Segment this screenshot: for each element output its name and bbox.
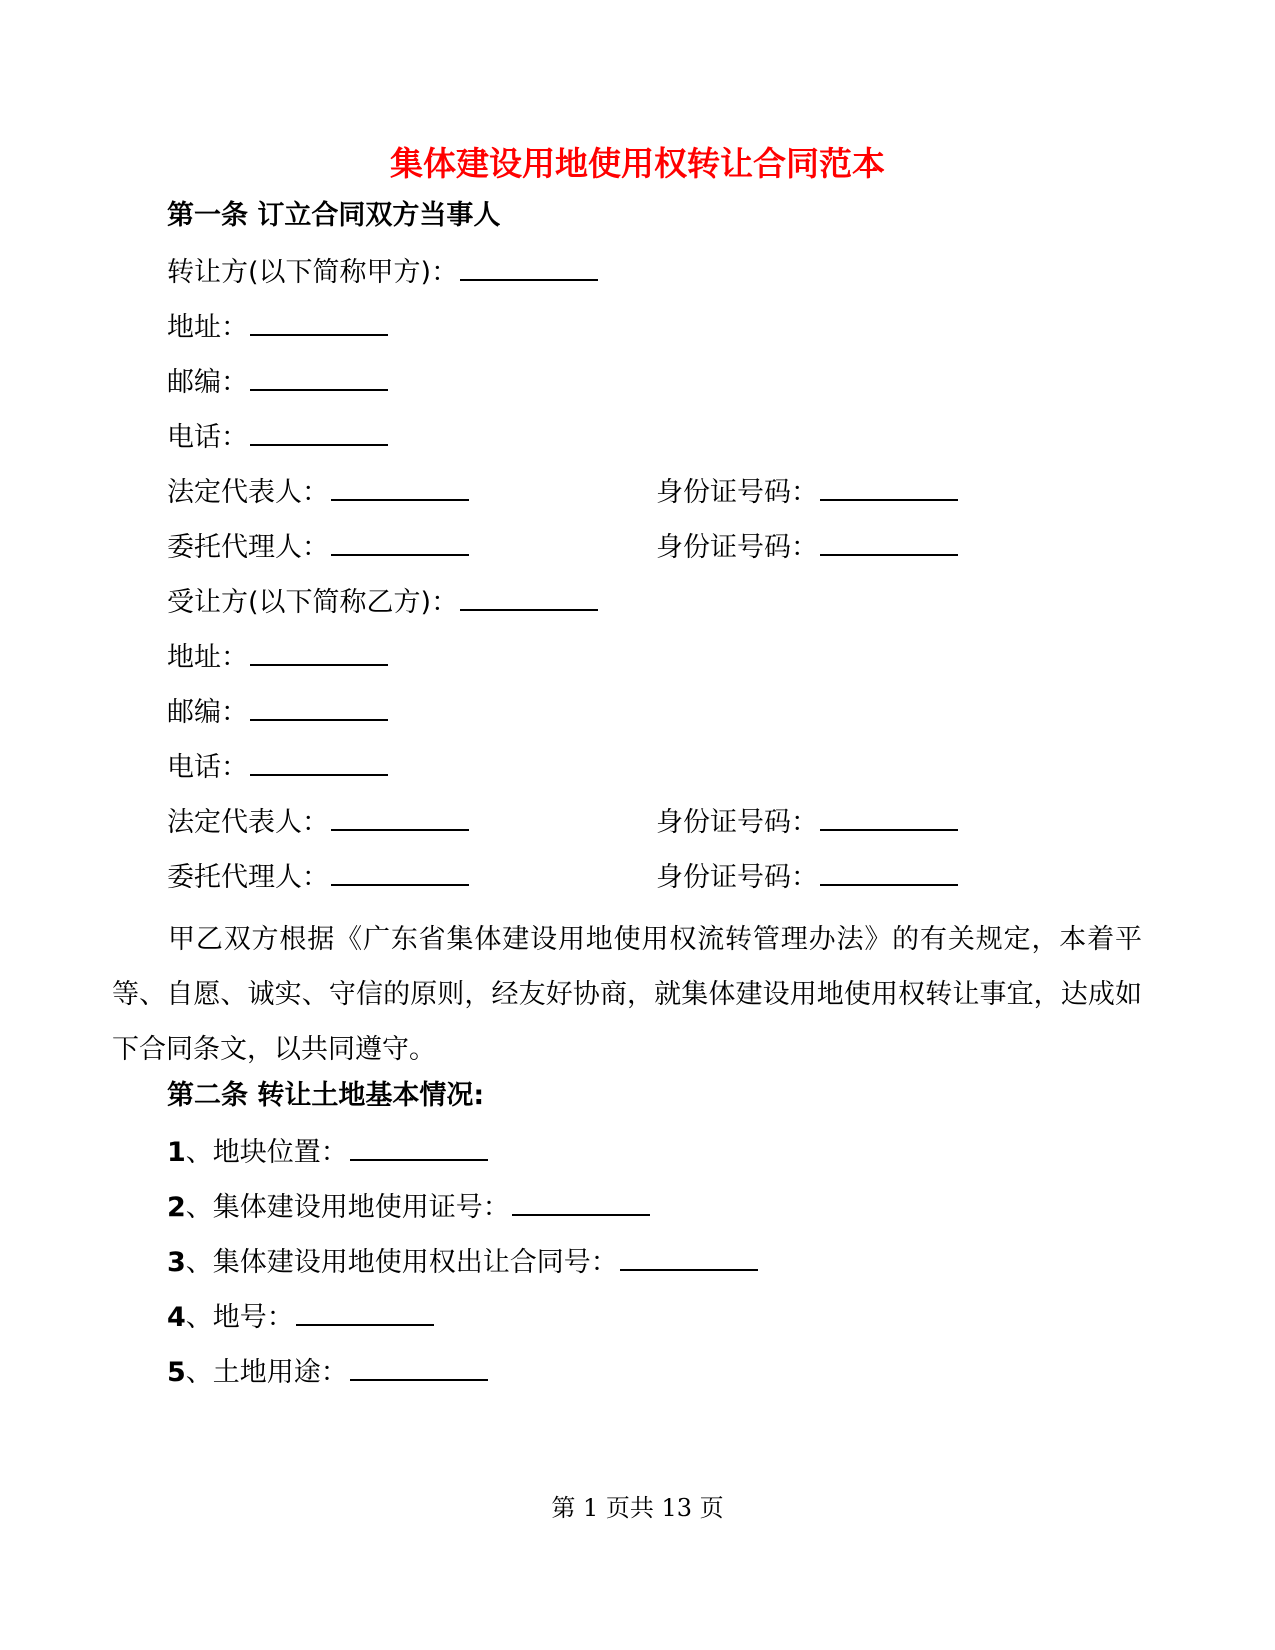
party-a-phone-blank[interactable] [250, 418, 388, 446]
party-a-postcode-label: 邮编： [167, 367, 248, 398]
party-a-legal-rep-id-label: 身份证号码： [656, 477, 818, 508]
party-a-legal-rep-row [167, 473, 469, 511]
article1-heading: 第一条 订立合同双方当事人 [167, 200, 501, 231]
party-a-agent-id-blank[interactable] [820, 528, 958, 556]
party-a-agent-id-label: 身份证号码： [656, 532, 818, 563]
party-a-agent-id-row [656, 528, 958, 566]
item-3-blank[interactable] [620, 1243, 758, 1271]
party-b-agent-blank[interactable] [331, 858, 469, 886]
item-2-blank[interactable] [512, 1188, 650, 1216]
party-a-postcode-blank[interactable] [250, 363, 388, 391]
party-a-agent-row [167, 528, 469, 566]
party-b-postcode-blank[interactable] [250, 693, 388, 721]
party-a-name-label: 转让方(以下简称甲方)： [167, 257, 459, 288]
item-label: 、地块位置： [185, 1137, 348, 1168]
party-b-address-blank[interactable] [250, 638, 388, 666]
item-label: 、地号： [185, 1302, 294, 1333]
party-b-postcode-label: 邮编： [167, 697, 248, 728]
party-a-address-label: 地址： [167, 312, 248, 343]
article2-item-5 [167, 1353, 488, 1391]
item-4-blank[interactable] [296, 1298, 434, 1326]
item-number: 2 [167, 1192, 186, 1223]
party-b-phone-blank[interactable] [250, 748, 388, 776]
article2-heading: 第二条 转让土地基本情况: [167, 1080, 485, 1111]
article2-item-2 [167, 1188, 650, 1226]
party-b-phone-label: 电话： [167, 752, 248, 783]
party-b-phone-row [167, 748, 388, 786]
item-5-blank[interactable] [350, 1353, 488, 1381]
party-a-phone-label: 电话： [167, 422, 248, 453]
party-a-phone-row [167, 418, 388, 456]
item-label: 、集体建设用地使用证号： [185, 1192, 510, 1223]
party-a-agent-blank[interactable] [331, 528, 469, 556]
party-a-legal-rep-id-blank[interactable] [820, 473, 958, 501]
party-b-legal-rep-id-row [656, 803, 958, 841]
item-label: 、土地用途： [185, 1357, 348, 1388]
party-b-agent-id-row [656, 858, 958, 896]
party-a-name-row [167, 253, 598, 291]
party-b-name-blank[interactable] [460, 583, 598, 611]
item-number: 1 [167, 1137, 186, 1168]
party-b-legal-rep-id-label: 身份证号码： [656, 807, 818, 838]
party-b-legal-rep-id-blank[interactable] [820, 803, 958, 831]
article2-item-3 [167, 1243, 758, 1281]
party-b-name-label: 受让方(以下简称乙方)： [167, 587, 459, 618]
article2-item-1 [167, 1133, 488, 1171]
item-number: 3 [167, 1247, 186, 1278]
party-b-agent-row [167, 858, 469, 896]
party-a-name-blank[interactable] [460, 253, 598, 281]
party-b-name-row [167, 583, 598, 621]
item-label: 、集体建设用地使用权出让合同号： [185, 1247, 618, 1278]
party-b-legal-rep-blank[interactable] [331, 803, 469, 831]
agreement-paragraph: 甲乙双方根据《广东省集体建设用地使用权流转管理办法》的有关规定，本着平等、自愿、诚实、守信的原则，经友好协商，就集体建设用地使用权转让事宜，达成如下合同条文，以共同遵守。 [112, 924, 1142, 1065]
party-a-address-row [167, 308, 388, 346]
party-a-address-blank[interactable] [250, 308, 388, 336]
party-a-agent-label: 委托代理人： [167, 532, 329, 563]
party-b-agent-id-blank[interactable] [820, 858, 958, 886]
party-a-legal-rep-blank[interactable] [331, 473, 469, 501]
party-b-agent-label: 委托代理人： [167, 862, 329, 893]
party-b-legal-rep-label: 法定代表人： [167, 807, 329, 838]
item-number: 4 [167, 1302, 186, 1333]
party-b-legal-rep-row [167, 803, 469, 841]
party-a-legal-rep-id-row [656, 473, 958, 511]
party-b-address-label: 地址： [167, 642, 248, 673]
document-title: 集体建设用地使用权转让合同范本 [390, 144, 885, 183]
page-footer: 第 1 页共 13 页 [551, 1494, 724, 1522]
party-b-postcode-row [167, 693, 388, 731]
party-a-legal-rep-label: 法定代表人： [167, 477, 329, 508]
party-a-postcode-row [167, 363, 388, 401]
item-1-blank[interactable] [350, 1133, 488, 1161]
party-b-agent-id-label: 身份证号码： [656, 862, 818, 893]
party-b-address-row [167, 638, 388, 676]
item-number: 5 [167, 1357, 186, 1388]
article2-item-4 [167, 1298, 434, 1336]
